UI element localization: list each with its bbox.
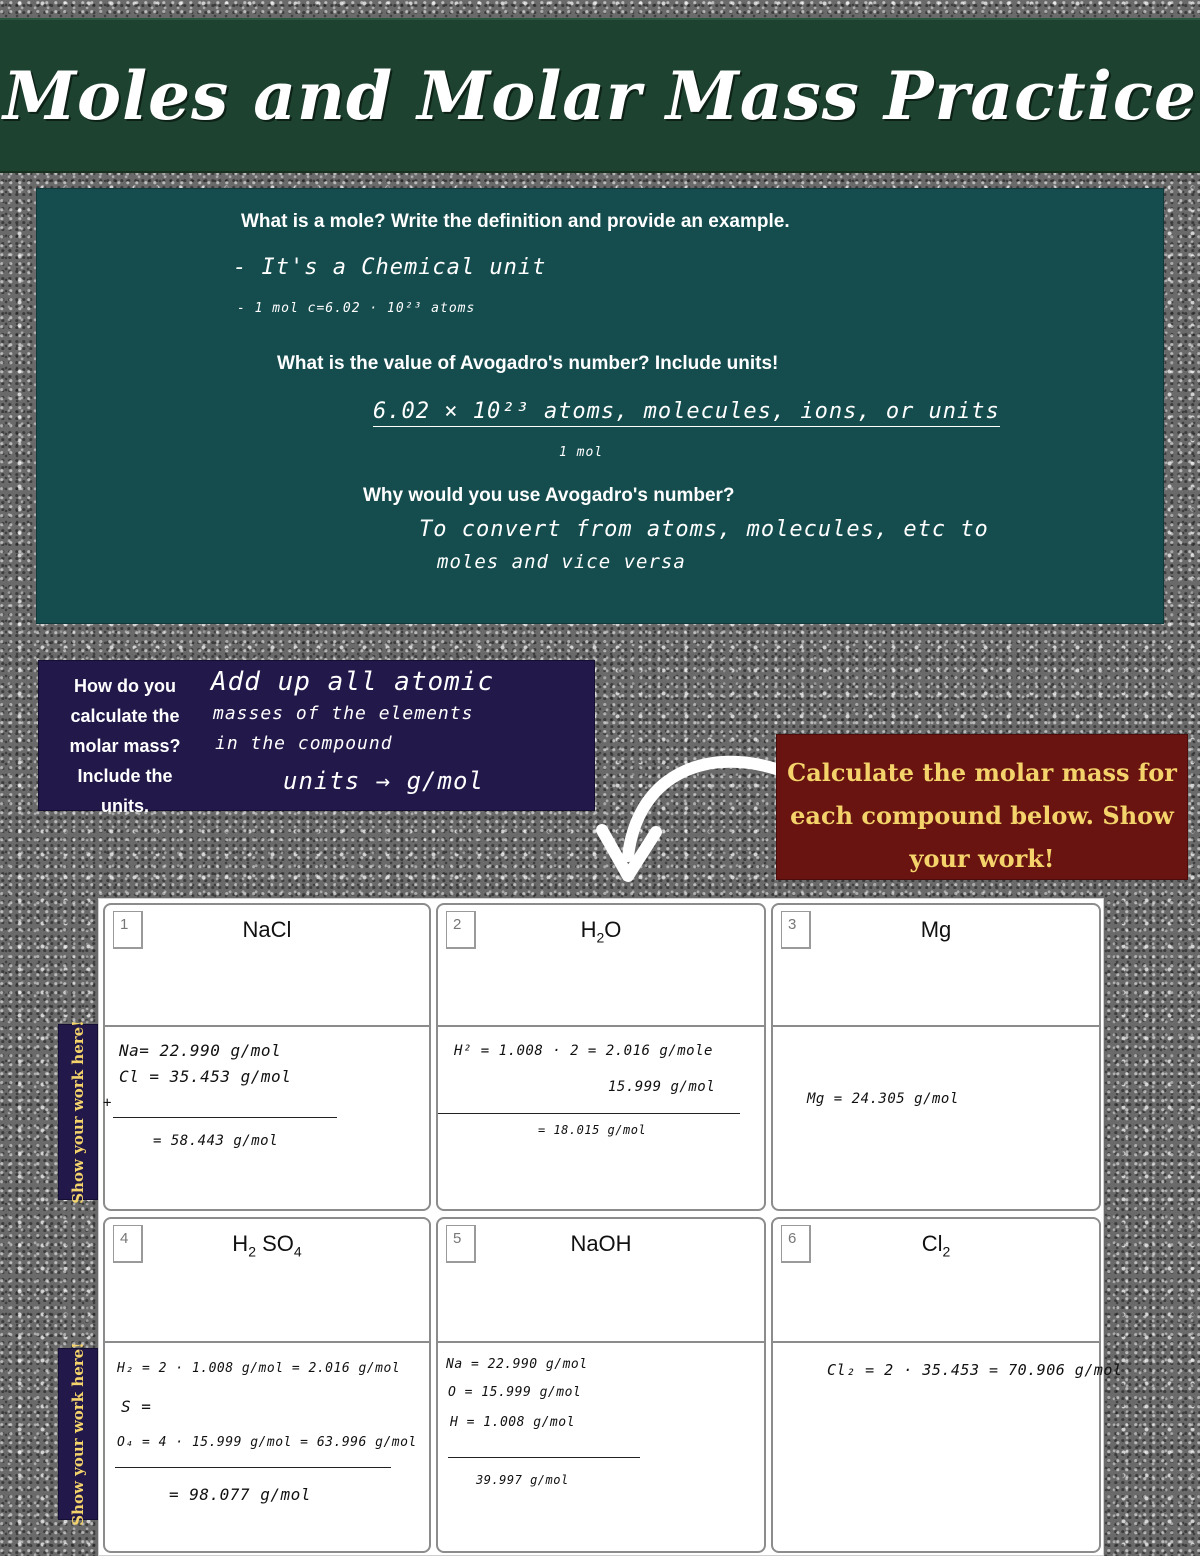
cell-number: 2 <box>446 911 476 949</box>
work-line: Na= 22.990 g/mol <box>119 1041 282 1060</box>
title-banner <box>0 18 1200 173</box>
instruction-panel <box>776 734 1188 880</box>
compound-formula: NaCl <box>242 917 292 942</box>
work-line: H = 1.008 g/mol <box>450 1415 575 1430</box>
question-avogadro-value: What is the value of Avogadro's number? Include units! <box>277 353 779 374</box>
instruction-line: Calculate the molar mass for <box>787 758 1177 787</box>
question-what-is-mole: What is a mole? Write the definition and provide an example. <box>241 211 790 232</box>
compound-cell-mg <box>771 903 1101 1211</box>
work-line: 15.999 g/mol <box>608 1079 716 1095</box>
mole-definition-panel <box>36 188 1164 624</box>
work-line: O = 15.999 g/mol <box>448 1385 582 1400</box>
answer-mole-line2: - 1 mol c=6.02 · 10²³ atoms <box>237 301 476 316</box>
question-line: How do you <box>74 676 176 696</box>
instruction-text <box>777 751 1187 880</box>
work-plus-sign: + <box>103 1095 112 1111</box>
work-line: H² = 1.008 · 2 = 2.016 g/mole <box>454 1043 713 1059</box>
work-result: = 98.077 g/mol <box>169 1485 311 1504</box>
sum-line <box>113 1117 337 1118</box>
cell-number: 4 <box>113 1225 143 1263</box>
cell-divider <box>773 1025 1099 1027</box>
formula-subscript: 2 <box>596 929 605 946</box>
formula-subscript: 4 <box>293 1243 302 1260</box>
compound-formula: Mg <box>920 917 952 942</box>
molar-mass-answer-line4: units → g/mol <box>283 767 484 795</box>
formula-subscript: 2 <box>942 1243 951 1260</box>
answer-avogadro-denominator: 1 mol <box>559 445 604 460</box>
cell-divider <box>438 1025 764 1027</box>
work-result: = 18.015 g/mol <box>538 1123 647 1137</box>
formula-subscript: 2 <box>248 1243 256 1260</box>
formula-element: Cl <box>921 1231 943 1256</box>
cell-number: 3 <box>781 911 811 949</box>
instruction-line: each compound below. Show <box>790 801 1174 830</box>
molar-mass-question <box>45 671 205 821</box>
question-line: molar mass? <box>69 736 181 756</box>
page-title: Moles and Molar Mass Practice <box>2 56 1198 135</box>
cell-divider <box>105 1341 429 1343</box>
answer-avogadro-numerator: 6.02 × 10²³ atoms, molecules, ions, or units <box>373 399 1000 427</box>
question-line: Include the <box>77 766 173 786</box>
compound-cell-cl2 <box>771 1217 1123 1553</box>
answer-mole-line1: - It's a Chemical unit <box>233 255 547 280</box>
answer-why-line2: moles and vice versa <box>437 551 686 573</box>
show-work-tab-bottom <box>58 1342 98 1526</box>
curved-arrow-icon <box>594 748 794 888</box>
work-line: Cl = 35.453 g/mol <box>119 1067 292 1086</box>
compound-cell-naoh <box>436 1217 766 1553</box>
show-work-tab-top <box>58 1020 98 1204</box>
formula-element: H <box>232 1231 249 1256</box>
cell-divider <box>105 1025 429 1027</box>
molar-mass-panel <box>38 660 595 816</box>
compound-formula <box>105 1231 429 1259</box>
show-work-label: Show your work here! <box>69 1020 88 1204</box>
cell-divider <box>773 1341 1099 1343</box>
compound-cell-nacl <box>103 903 431 1211</box>
compound-grid <box>98 898 1123 1556</box>
work-line: O₄ = 4 · 15.999 g/mol = 63.996 g/mol <box>117 1435 417 1450</box>
formula-element: SO <box>255 1231 294 1256</box>
molar-mass-answer-line3: in the compound <box>215 733 393 754</box>
compound-formula <box>438 917 764 945</box>
work-line: Na = 22.990 g/mol <box>446 1357 588 1372</box>
answer-why-line1: To convert from atoms, molecules, etc to <box>419 517 989 542</box>
sum-line <box>438 1113 740 1114</box>
cell-number: 6 <box>781 1225 811 1263</box>
cell-divider <box>438 1341 764 1343</box>
molar-mass-answer-line1: Add up all atomic <box>211 667 495 697</box>
formula-element: O <box>604 917 622 942</box>
cell-number: 5 <box>446 1225 476 1263</box>
compound-cell-h2so4 <box>103 1217 431 1553</box>
question-line: units. <box>101 796 149 816</box>
work-line: H₂ = 2 · 1.008 g/mol = 2.016 g/mol <box>117 1361 401 1376</box>
instruction-line: your work! <box>909 844 1055 873</box>
show-work-label: Show your work here! <box>69 1342 88 1526</box>
question-why-avogadro: Why would you use Avogadro's number? <box>363 485 735 506</box>
work-line: Mg = 24.305 g/mol <box>807 1091 959 1107</box>
molar-mass-answer-line2: masses of the elements <box>213 703 474 724</box>
compound-formula <box>773 1231 1099 1259</box>
formula-element: H <box>580 917 597 942</box>
compound-cell-h2o <box>436 903 766 1211</box>
cell-number: 1 <box>113 911 143 949</box>
sum-line <box>448 1457 640 1458</box>
compound-formula: NaOH <box>570 1231 632 1256</box>
work-line: Cl₂ = 2 · 35.453 = 70.906 g/mol <box>827 1361 1123 1379</box>
work-result: 39.997 g/mol <box>476 1473 569 1487</box>
work-line: S = <box>121 1397 152 1416</box>
work-result: = 58.443 g/mol <box>153 1133 279 1149</box>
question-line: calculate the <box>70 706 180 726</box>
sum-line <box>115 1467 391 1468</box>
